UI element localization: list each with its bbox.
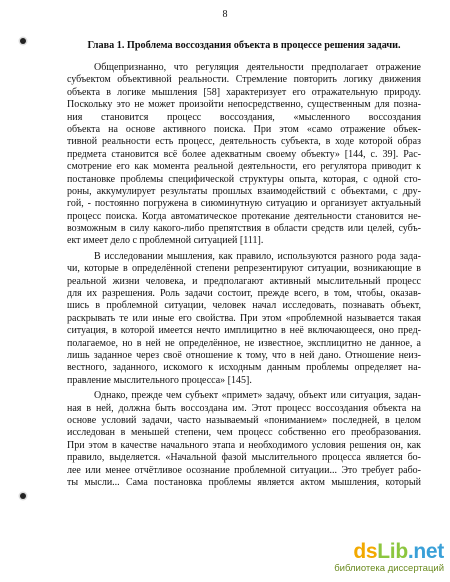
text-line: правление мыслительного процесса» [145]. [67,374,252,386]
text-line: правило, выделяется. «Начальной фазой мыслительного процесса является бо- [67,452,421,464]
text-line: раскрывать те или иные его свойства. При этом «проблемной называется такая [67,312,421,324]
text-line: Общепризнанно, что регуляция деятельности предполагает отражение [94,62,421,73]
text-line: лишь заданное через своё отношение к тому, что в ней дано. Отношение неиз- [67,349,421,361]
text-line: При этом в качестве начального этапа и необходимого условия решения он, как [67,439,421,451]
text-line: реальной жизни человека, и предполагают активный мыслительный процесс [67,275,421,287]
text-line: В исследовании мышления, как правило, используются разного рода зада- [94,250,421,262]
watermark-caption: библиотека диссертаций [334,563,444,574]
text-line: лее или менее отчётливое осознание проблемной ситуации... Это требует рабо- [67,464,421,476]
margin-mark-bottom [20,493,26,499]
chapter-heading: Глава 1. Проблема воссоздания объекта в процессе решения задачи. [87,40,401,51]
text-line: для их разрешения. Роль задачи состоит, прежде всего, в том, чтобы, оказав- [67,288,421,300]
text-line: чи, которые в определённой степени репрезентируют ситуации, возникающие в [67,263,421,275]
text-line: тивной реальности есть процесс, деятельность субъекта, в ходе которой образ [67,136,421,148]
text-line: ния становится процесс воссоздания, «мысленного воссоздания [67,111,421,123]
text-line: основе условий задачи, часто называемый «пониманием» последней, в целом [67,414,421,426]
text-line: полагаемое, но в ней не определённое, не известное, эксплицитно не данное, а [67,337,421,349]
text-line: вестного, заданного, искомого к исходным данным проблемы определяет на- [67,362,421,374]
text-line: предмета становится всё более адекватным своему объекту» [144, с. 39]. Рас- [67,148,421,160]
text-line: исследован в меньшей степени, чем процесс собственно его преобразования. [67,427,421,439]
text-line: процесс поиска. Когда автоматическое протекание деятельности становится не- [67,210,421,222]
text-line: смотрение его как момента реальной деятельности, его регулятора приводит к [67,161,421,173]
text-line: ная в ней, должна быть воссоздана им. Этот процесс воссоздания объекта на [67,402,421,414]
text-line: ект имеет дело с проблемной ситуацией [111]. [67,235,264,247]
text-line: ты мысли... Сама постановка проблемы является актом мышления, который [67,476,421,488]
text-line: гой, - постоянно погружена в сиюминутную ситуацию и организует актуальный [67,198,421,210]
text-line: возможным в силу какого-либо препятствия в области средств или целей, субъ- [67,223,421,235]
text-line: ситуация, в которой имеется нечто имплицитно в неё включающееся, оно пред- [67,325,421,337]
body-text [67,62,421,489]
text-line: Поскольку это не может произойти непосредственно, существенным для позна- [67,99,421,111]
margin-mark-top [20,38,26,44]
watermark-logo: dsLib.net [353,540,444,563]
text-line: шись в проблемной ситуации, человек начал исследовать, познавать объект, [67,300,421,312]
text-line: постановке проблемы специфической структуры опыта, которая, с одной сто- [67,173,421,185]
text-line: объекта в логике мышления [58] характеризует его отражательную природу. [67,86,421,98]
page-number: 8 [222,9,228,20]
text-line: роны, аккумулирует результаты прошлых взаимодействий с объектами, с дру- [67,185,421,197]
text-line: объекта на основе активного поиска. При этом «само отражение объек- [67,123,421,135]
watermark [334,541,444,574]
text-line: субъектом объективной реальности. Стремление повторить логику движения [67,74,421,86]
text-line: Однако, прежде чем субъект «примет» задачу, объект или ситуация, задан- [94,390,421,402]
